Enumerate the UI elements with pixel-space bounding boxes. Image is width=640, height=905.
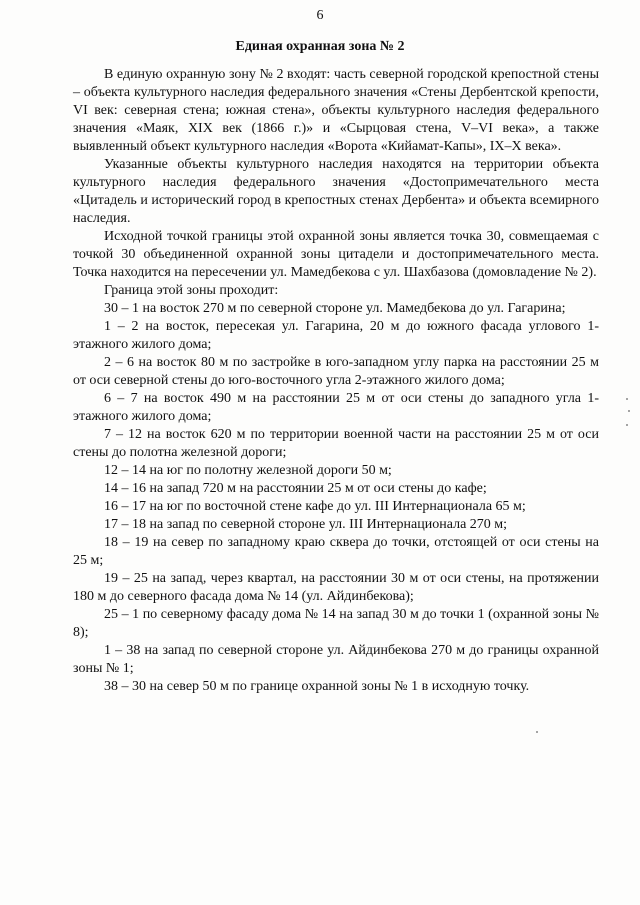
scan-speck bbox=[626, 398, 628, 400]
paragraph-heritage-objects: Указанные объекты культурного наследия находятся на территории объекта культурного наследия федерального значения «Достопримечательного места «Цитадель и исторический город в крепостных стенах Дербента» и объекта всемирного наследия. bbox=[73, 157, 599, 226]
document-body bbox=[73, 66, 599, 696]
paragraph-boundary-intro: Граница этой зоны проходит: bbox=[104, 283, 279, 298]
boundary-segment: 12 – 14 на юг по полотну железной дороги 50 м; bbox=[104, 463, 392, 478]
boundary-segment: 30 – 1 на восток 270 м по северной стороне ул. Мамедбекова до ул. Гагарина; bbox=[104, 301, 566, 316]
boundary-segment: 7 – 12 на восток 620 м по территории военной части на расстоянии 25 м от оси стены до полотна железной дороги; bbox=[73, 427, 599, 460]
boundary-segment: 14 – 16 на запад 720 м на расстоянии 25 м от оси стены до кафе; bbox=[104, 481, 487, 496]
boundary-segment: 1 – 38 на запад по северной стороне ул. Айдинбекова 270 м до границы охранной зоны № 1; bbox=[73, 643, 599, 676]
scan-speck bbox=[626, 424, 628, 426]
scan-speck bbox=[628, 410, 630, 412]
boundary-segment: 1 – 2 на восток, пересекая ул. Гагарина, 20 м до южного фасада углового 1-этажного жилого дома; bbox=[73, 319, 599, 352]
boundary-segment: 16 – 17 на юг по восточной стене кафе до ул. III Интернационала 65 м; bbox=[104, 499, 526, 514]
boundary-segment: 19 – 25 на запад, через квартал, на расстоянии 30 м от оси стены, на протяжении 180 м до северного фасада дома № 14 (ул. Айдинбекова); bbox=[73, 571, 599, 604]
paragraph-intro: В единую охранную зону № 2 входят: часть северной городской крепостной стены – объекта культурного наследия федерального значения «Стены Дербентской крепости, VI век: северная стена; южная стена», объекты культурного наследия федерального значения «Маяк, XIX век (1866 г.)» и «Сырцовая стена, V–VI века», а также выявленный объект культурного наследия «Ворота «Кийамат-Капы», IX–X века». bbox=[73, 67, 599, 154]
boundary-segment: 18 – 19 на север по западному краю сквера до точки, отстоящей от оси стены на 25 м; bbox=[73, 535, 599, 568]
boundary-segment: 38 – 30 на север 50 м по границе охранной зоны № 1 в исходную точку. bbox=[104, 679, 530, 694]
boundary-segment: 6 – 7 на восток 490 м на расстоянии 25 м от оси стены до западного угла 1-этажного жилого дома; bbox=[73, 391, 599, 424]
boundary-segment: 25 – 1 по северному фасаду дома № 14 на запад 30 м до точки 1 (охранной зоны № 8); bbox=[73, 607, 599, 640]
boundary-segment: 2 – 6 на восток 80 м по застройке в юго-западном углу парка на расстоянии 25 м от оси северной стены до юго-восточного угла 2-этажного жилого дома; bbox=[73, 355, 599, 388]
paragraph-starting-point: Исходной точкой границы этой охранной зоны является точка 30, совмещаемая с точкой 30 объединенной охранной зоны цитадели и достопримечательного места. Точка находится на пересечении ул. Мамедбекова с ул. Шахбазова (домовладение № 2). bbox=[73, 229, 599, 280]
page-number: 6 bbox=[316, 8, 324, 23]
scan-speck bbox=[536, 731, 538, 733]
boundary-segment: 17 – 18 на запад по северной стороне ул. III Интернационала 270 м; bbox=[104, 517, 508, 532]
page-title: Единая охранная зона № 2 bbox=[235, 39, 405, 54]
